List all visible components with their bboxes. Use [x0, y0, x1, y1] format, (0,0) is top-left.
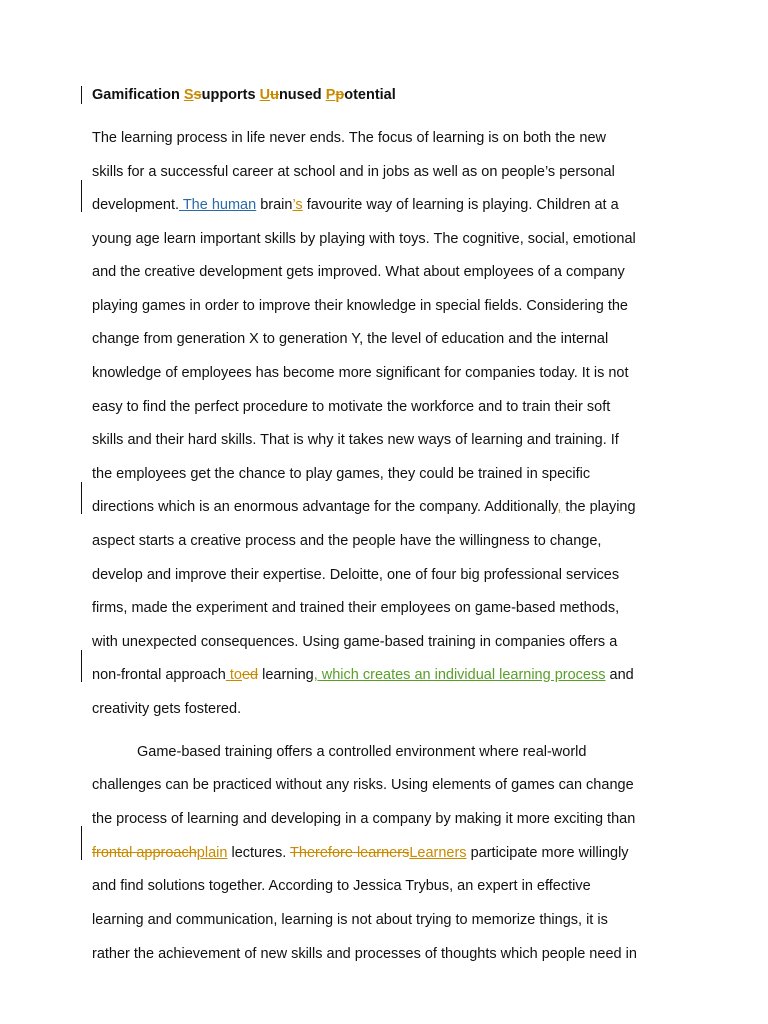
paragraph-line: and find solutions together. According to Jessica Trybus, an expert in effective — [92, 878, 591, 894]
paragraph-line: non-frontal approach toed learning, which creates an individual learning process and — [92, 667, 634, 683]
paragraph-line: directions which is an enormous advantage for the company. Additionally, the playing — [92, 499, 636, 515]
paragraph-line: young age learn important skills by playing with toys. The cognitive, social, emotional — [92, 231, 636, 247]
paragraph-line: skills and their hard skills. That is why it takes new ways of learning and training. If — [92, 432, 619, 448]
change-bar — [81, 482, 82, 514]
inserted-text: plain — [196, 845, 228, 861]
paragraph-line: rather the achievement of new skills and processes of thoughts which people need in — [92, 946, 637, 962]
inserted-text: The human — [179, 197, 257, 213]
inserted-text: , which creates an individual learning process — [313, 667, 606, 683]
change-bar — [81, 650, 82, 682]
change-bar — [81, 826, 82, 860]
deleted-text: ed — [241, 667, 259, 683]
deleted-text: frontal approach — [92, 845, 197, 861]
inserted-text: P — [325, 87, 336, 103]
paragraph-line: development. The human brain’s favourite way of learning is playing. Children at a — [92, 197, 619, 213]
change-bar — [81, 86, 82, 104]
paragraph-line: learning and communication, learning is not about trying to memorize things, it is — [92, 912, 608, 928]
paragraph-line: playing games in order to improve their knowledge in special fields. Considering the — [92, 298, 628, 314]
inserted-text: Learners — [409, 845, 467, 861]
paragraph-line: easy to find the perfect procedure to motivate the workforce and to train their soft — [92, 399, 611, 415]
deleted-text: p — [335, 87, 345, 103]
deleted-text: Therefore learners — [290, 845, 410, 861]
paragraph-line: develop and improve their expertise. Deloitte, one of four big professional services — [92, 567, 620, 583]
paragraph-line: aspect starts a creative process and the people have the willingness to change, — [92, 533, 602, 549]
inserted-text: , — [557, 499, 562, 515]
document-title: Gamification Ssupports Uunused Ppotential — [92, 87, 396, 103]
inserted-text: U — [259, 87, 271, 103]
paragraph-line: change from generation X to generation Y, the level of education and the internal — [92, 331, 609, 347]
inserted-text: to — [225, 667, 242, 683]
paragraph-line: skills for a successful career at school and in jobs as well as on people’s personal — [92, 164, 615, 180]
inserted-text: S — [183, 87, 194, 103]
paragraph-line: Game-based training offers a controlled environment where real-world — [137, 744, 587, 760]
paragraph-line: knowledge of employees has become more significant for companies today. It is not — [92, 365, 629, 381]
paragraph-line: firms, made the experiment and trained their employees on game-based methods, — [92, 600, 620, 616]
deleted-text: u — [270, 87, 279, 103]
paragraph-line: creativity gets fostered. — [92, 701, 242, 717]
deleted-text: s — [193, 87, 202, 103]
paragraph-line: the employees get the chance to play games, they could be trained in specific — [92, 466, 591, 482]
paragraph-line: the process of learning and developing in a company by making it more exciting than — [92, 811, 636, 827]
paragraph-line: and the creative development gets improved. What about employees of a company — [92, 264, 625, 280]
inserted-text: ’s — [292, 197, 303, 213]
paragraph-line: challenges can be practiced without any risks. Using elements of games can change — [92, 777, 634, 793]
change-bar — [81, 180, 82, 212]
paragraph-line: with unexpected consequences. Using game-based training in companies offers a — [92, 634, 618, 650]
paragraph-line: frontal approachplain lectures. Therefore learnersLearners participate more willingly — [92, 845, 629, 861]
paragraph-line: The learning process in life never ends. The focus of learning is on both the new — [92, 130, 606, 146]
